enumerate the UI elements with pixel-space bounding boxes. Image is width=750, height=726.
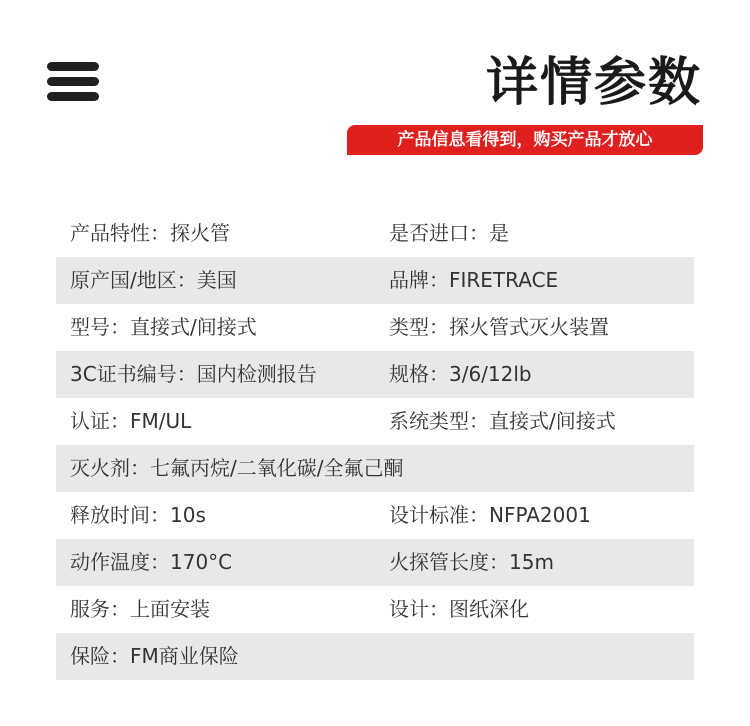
spec-cell-left: 保险：FM商业保险 [70, 644, 239, 668]
spec-row [56, 210, 694, 257]
tagline-banner: 产品信息看得到，购买产品才放心 [347, 125, 703, 155]
spec-cell-right: 品牌：FIRETRACE [389, 268, 559, 292]
spec-row [56, 257, 694, 304]
spec-cell-right: 设计标准：NFPA2001 [389, 503, 591, 527]
spec-cell-right: 设计：图纸深化 [389, 597, 529, 621]
spec-cell-left: 释放时间：10s [70, 503, 206, 527]
spec-cell-right: 系统类型：直接式/间接式 [389, 409, 616, 433]
spec-row [56, 351, 694, 398]
spec-row [56, 633, 694, 680]
page-title: 详情参数 [485, 53, 702, 113]
menu-bar-middle [47, 77, 99, 86]
spec-cell-right: 是否进口：是 [389, 221, 509, 245]
spec-row [56, 445, 694, 492]
spec-cell-left: 动作温度：170°C [70, 550, 233, 574]
spec-row [56, 398, 694, 445]
spec-cell-right: 类型：探火管式灭火装置 [389, 315, 609, 339]
spec-row [56, 492, 694, 539]
spec-cell-left: 产品特性：探火管 [70, 221, 230, 245]
spec-cell-left: 服务：上面安装 [70, 597, 210, 621]
spec-cell-left: 3C证书编号：国内检测报告 [70, 362, 317, 386]
spec-cell-left: 型号：直接式/间接式 [70, 315, 257, 339]
spec-row [56, 539, 694, 586]
spec-cell-right: 火探管长度：15m [389, 550, 554, 574]
hamburger-menu-icon[interactable] [47, 62, 99, 102]
spec-cell-left: 灭火剂：七氟丙烷/二氧化碳/全氟己酮 [70, 456, 404, 480]
spec-row [56, 304, 694, 351]
spec-cell-left: 认证：FM/UL [70, 409, 192, 433]
spec-cell-left: 原产国/地区：美国 [70, 268, 237, 292]
menu-bar-top [47, 62, 99, 71]
menu-bar-bottom [47, 92, 99, 101]
spec-row [56, 586, 694, 633]
spec-cell-right: 规格：3/6/12lb [389, 362, 532, 386]
spec-table [56, 210, 694, 680]
